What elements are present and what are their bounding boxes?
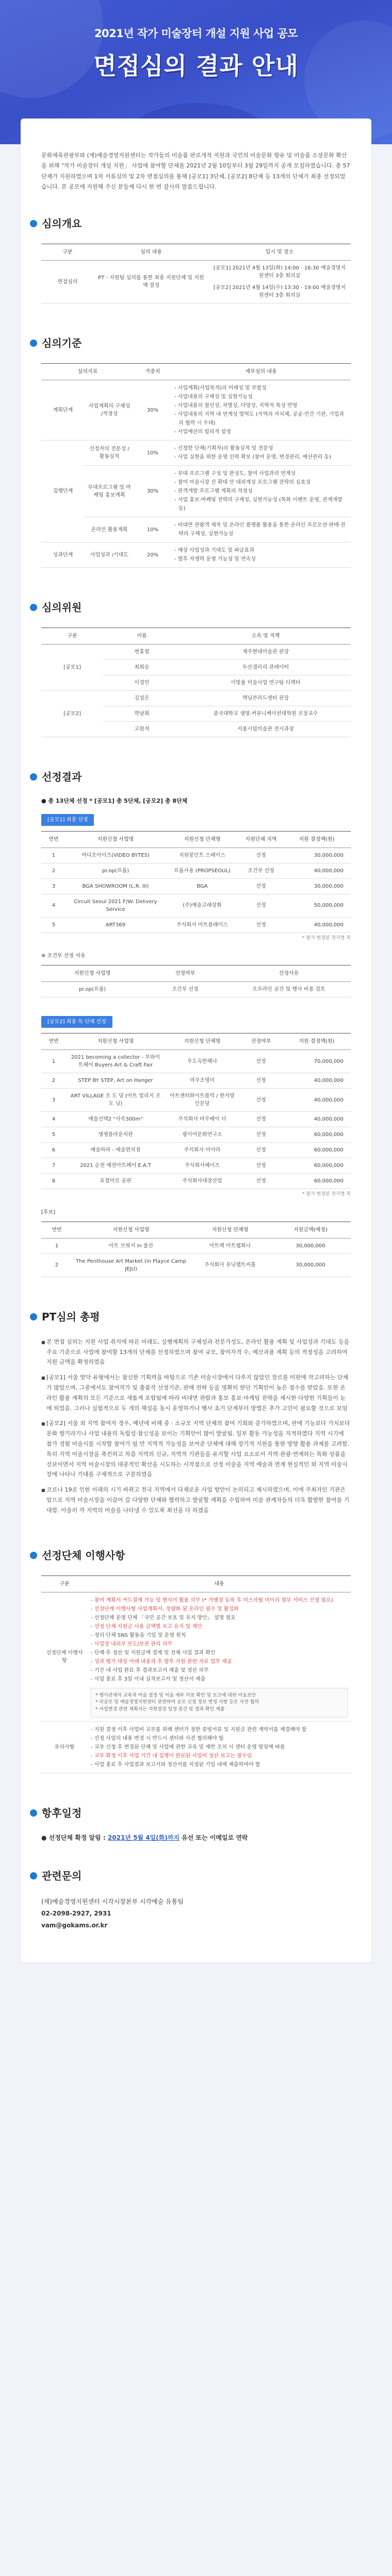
bullet-dot-icon — [30, 1872, 37, 1879]
table-cell: 주식회사 미아라 — [165, 1143, 239, 1158]
subsection-title: ※ 조건부 선정 사유 — [41, 953, 86, 959]
table-cell — [171, 380, 351, 440]
section-pt-review — [41, 1309, 351, 1516]
review-list — [41, 1337, 351, 1516]
table-cell: 선정 — [239, 1073, 283, 1089]
table-cell: 1 — [41, 1050, 66, 1073]
table-cell: pr.op(프롭) — [66, 863, 165, 878]
table-header: 지원신청 단체명 — [165, 1033, 239, 1050]
bullet-dot-icon — [30, 340, 37, 347]
table-cell: 5 — [41, 917, 66, 933]
table-header: 구분 — [41, 628, 103, 645]
table-cell: 30% — [134, 466, 171, 517]
list-item: ■ [공모2] 서울 외 지역 참여자 경우, 예년에 비해 중 · 소규모 지역 단체의 참여 기회와 증가하였으며, 판매 기능보다 가치보다 문화 향기라기나 사업 내용의 독립성·참신성을 보이는 기획안이 많이 발굴됨. 일부 활동 가능성을 지적하였다 지역 시기에 참가 경험 미술시를 시작할 참여가 될 만 지역적 가능성을 보여준 단체에 대해 장기적 지원을 통한 방향 활용 과제를 고려함. 특히 지역 미술시장을 촉진하고 차츰 지역의 신규, 지역적 기관들을 유지할 사업 요소로서 지역·관광·연계하는 특화 상품을 선보이면서 지역 미술시장의 대중적인 확산을 시도하는 시작점으로 선정 미술을 지역 예술과 연계 현실적인 외 지역 미술시장에 나타나 기대를 구체적으로 구분하였음 — [41, 1418, 351, 1480]
table-cell: 최희승 — [103, 660, 181, 675]
table-cell: 집행단계 — [41, 440, 85, 543]
table-cell: 30,000,000 — [283, 878, 351, 894]
table-cell: 아트랙 아트협회나 — [190, 1238, 270, 1253]
table-cell: STEP BY STEP, Art on Hanger — [66, 1073, 165, 1089]
table-cell: 우도숙한해나 — [165, 1050, 239, 1073]
list-item: - 사업내용의 구체성 및 실현가능성 — [174, 393, 348, 401]
table-row — [41, 440, 351, 466]
schedule-time: [공모2] 2021년 4월 14일(수) 13:30 - 19:00 예술경영지원센터 3층 회의실 — [213, 285, 346, 299]
section-title-text: 심의기준 — [42, 337, 82, 350]
table-row — [41, 380, 351, 440]
detail-list — [174, 384, 348, 436]
table-cell: 프롭사용 (PROPSEOUL) — [165, 863, 239, 878]
deadline-text — [41, 1833, 351, 1842]
table-cell: 아트센터화이트블럭 / 한지방 인문당 — [165, 1089, 239, 1112]
category-badge: [공모1] 최종 선정 — [41, 814, 94, 826]
table-cell: 이경민 — [103, 675, 181, 691]
table-cell — [171, 440, 351, 466]
table-cell: 맥닐콘라드센터 관장 — [181, 691, 351, 706]
list-item: ■ 본 면접 심의는 지원 사업 취지에 따른 미래도, 실행계획의 구체성과 전문가성도, 온라인 활용 계획 및 사업성과 기대도 등을 주요 기준으로 사업에 참여할 13개의 단체를 선정하였으며 참여 규모, 참여자격 수, 예산과용 계획 등의 적정성을 고려하여 지원 금액을 확정하였음 — [41, 1337, 351, 1367]
table-cell: The Penthouse Art Market (in Playce Camp JEJU) — [72, 1253, 190, 1277]
table-header: 구분 — [41, 244, 94, 261]
table-header: 선정여부 — [143, 965, 227, 982]
guide-list — [91, 1596, 348, 1684]
section-title — [30, 1548, 351, 1563]
table-header: 지원신청 사업명 — [72, 1222, 190, 1238]
table-row — [41, 1143, 351, 1158]
table-cell: 40,000,000 — [283, 917, 351, 933]
section-title — [30, 1868, 351, 1884]
list-item: - 참여 미술시장 선 확대 안 대외계성 프로그램 전략의 실효성 — [174, 478, 348, 487]
bullet-dot-icon — [30, 773, 37, 781]
table-cell: 선정단체 이행사항 — [41, 1592, 88, 1722]
list-item: - 교부 신청 후 변경된 단체 및 사업에 관한 교육 및 제반 조치 시 센터 운영 방침에 따름 — [91, 1743, 348, 1752]
section-title — [30, 1309, 351, 1325]
contact-email[interactable]: vam@gokams.or.kr — [41, 1921, 108, 1929]
list-item: - 선정 사업의 내용 변경 시 반드시 센터와 사전 협의해야 함 — [91, 1734, 348, 1743]
guide-notes: * 행사관계자 교육과 미술 결정 및 미술 세부 지표 확인 및 보고에 대한 미술보안 * 국공모 및 예술경영지원센터 관련하여 공모 신청 정보 변경 사항 등은 사전 협의 * 사업변경 관련 계획서는 지원결정 일정 중간 및 결과 확인 제출 — [91, 1688, 348, 1718]
subsection-title: [후보] — [41, 1209, 56, 1215]
table-cell: 선정 — [239, 1112, 283, 1127]
section-title — [30, 769, 351, 785]
table-cell: 30% — [134, 380, 171, 440]
table-cell — [88, 1722, 351, 1773]
table-header: 연번 — [41, 1222, 72, 1238]
table-cell: 선정 — [239, 878, 283, 894]
table-cell: 40,000,000 — [283, 863, 351, 878]
table-cell: 두산갤러리 큐레이터 — [181, 660, 351, 675]
table-cell: [공모2] — [41, 691, 103, 737]
table-cell: 온라인 활용계획 — [85, 517, 134, 543]
table-cell: 성과단계 — [41, 543, 85, 568]
hero-subtitle: 2021년 작가 미술장터 개설 지원 사업 공모 — [94, 27, 298, 40]
table-row — [41, 1050, 351, 1073]
table-row — [41, 1722, 351, 1773]
contact-phone: 02-2098-2927, 2931 — [41, 1909, 111, 1917]
table-row — [41, 466, 351, 517]
table-cell: 20% — [134, 543, 171, 568]
table-cell: 30,000,000 — [270, 1253, 351, 1277]
section-guide — [41, 1548, 351, 1774]
list-item: - 사업예산의 합리적 설정 — [174, 428, 348, 436]
table-cell: 지원봉인트 스페이스 — [165, 848, 239, 863]
intro-paragraph: 문화체육관광부와 (재)예술경영지원센터는 작가들의 미술품 판로개척 지원과 국민의 미술문화 향유 및 미술품 소장문화 확산을 위해 "작가 미술장터 개설 지원」 사업에 참여할 단체를 2021년 2월 10일부터 3월 29일까지 공개 모집하였습니다. 총 57단체가 지원하였으며 1차 서류심의 및 2차 면접심의를 통해 [공모1] 3단체, [공모2] 8단체 등 13개의 단체가 최종 선정되었습니다. 본 공모에 지원해 주신 분들께 다시 한 번 감사의 말씀드립니다. — [41, 152, 350, 191]
contact-info — [41, 1896, 351, 1931]
list-item: - 관객개발 프로그램 계획의 적정성 — [174, 487, 348, 496]
list-item: - 향후 자생력 운영 가능성 및 연속성 — [174, 555, 348, 564]
list-item: - 사업 종료 후 사업결과 보고서와 정산서를 지정된 기일 내에 제출하여야 함 — [91, 1760, 348, 1769]
table-cell: 70,000,000 — [283, 1050, 351, 1073]
table-cell: 조건부 선정 — [143, 982, 227, 997]
table-cell: 3 — [41, 1089, 66, 1112]
table-cell: 주식회사 유닛랩트씨홀 — [190, 1253, 270, 1277]
results-table-1 — [41, 831, 351, 933]
guide-table — [41, 1575, 351, 1774]
table-cell: 여주조명미 — [165, 1073, 239, 1089]
contact-org: (재)예술경영지원센터 시각시장본부 시각예술 유통팀 — [41, 1898, 184, 1906]
table-row — [41, 863, 351, 878]
table-row — [41, 982, 351, 997]
table-header: 내용 — [88, 1575, 351, 1592]
bullet-dot-icon — [30, 604, 37, 611]
table-header: 지원 결정액(원) — [283, 1033, 351, 1050]
table-cell: 면접심의 — [41, 261, 94, 303]
deadline-date: 2021년 5월 4일(화)까지 — [107, 1834, 179, 1842]
table-cell: 이빛율 미술사업 연구팀 디렉터 — [181, 675, 351, 691]
table-row — [41, 1112, 351, 1127]
table-cell: 8 — [41, 1174, 66, 1189]
table-cell: 주식회사 바우베이 더 — [165, 1112, 239, 1127]
table-cell: 선정 — [239, 1127, 283, 1143]
table-header: 세부심의 내용 — [171, 364, 351, 380]
list-item: - 사업장 내외부 보도/보관 관리 의무 — [91, 1640, 348, 1649]
table-cell: 예술선택2 "사속300m" — [66, 1112, 165, 1127]
table-cell: 2 — [41, 863, 66, 878]
table-row — [41, 878, 351, 894]
table-cell: 3 — [41, 878, 66, 894]
table-cell: 2021 순천 예전아트페어 E.A.T — [66, 1158, 165, 1174]
section-title-text: 심의위원 — [42, 601, 82, 614]
table-cell: 조건부 선정 — [239, 863, 283, 878]
table-header: 지원금액(예정) — [270, 1222, 351, 1238]
table-cell: 표절미로 공판 — [66, 1174, 165, 1189]
table-row — [41, 917, 351, 933]
table-cell: 서울시립미술관 전시과장 — [181, 722, 351, 737]
criteria-table — [41, 363, 351, 568]
table-cell: 예술하라 - 예술편의점 — [66, 1143, 165, 1158]
table-cell: 주식회사헤이즈 — [165, 1158, 239, 1174]
section-schedule — [41, 216, 351, 303]
table-cell: 2 — [41, 1253, 72, 1277]
content-card — [21, 118, 371, 1962]
section-deadline — [41, 1805, 351, 1842]
list-item: - 선정단체 운영 단체 「국민 공간 보호 및 유지 방안」 설명 필요 — [91, 1614, 348, 1622]
list-item: ■ [공모1] 서울 맞닥 유형에서는 참신한 기획력을 바탕으로 기존 미술시장에서 다루지 않았던 장르를 미판매 작고려하는 단체가 많았으며, 그중에서도 참여작가 및 출품작 선정기준, 판매 전략 등을 명확히 한단 기획안이 높은 점수를 받았음. 또한 온라인 활용 계획의 모든 기준으로 새롭게 포함됨에 따라 비대면 관람과 홍보 홍보·마케팅 전략을 제시한 다양한 기획들이 눈에 띄었음. 그러나 실험적으로 두 개의 해설을 동시 운영하거나 행사 초기 단계부터 방법은 추가 고민이 필요할 것으로 보임 — [41, 1372, 351, 1413]
list-item: - 사업 실현을 위한 운영 인력 확보 (참여 운영, 변경관리, 예산관리 등) — [174, 453, 348, 462]
table-cell: 중국대학교 생명·커뮤니케이션대학원 조장교수 — [181, 706, 351, 722]
table-cell: 50,000,000 — [283, 894, 351, 917]
table-cell — [88, 1592, 351, 1722]
list-item: - 단체·후 정산 및 지원금액 결제 및 전체 사업 결과 확인 — [91, 1649, 348, 1657]
table-cell: 계획단계 — [41, 380, 85, 440]
table-cell: 광이어문화연구소 — [165, 1127, 239, 1143]
table-row — [41, 543, 351, 568]
table-cell: 7 — [41, 1158, 66, 1174]
table-cell: [공모1] — [41, 645, 103, 691]
list-item: - 선정 단체 지원금 사용 금액별 보고 유지 및 제안 — [91, 1622, 348, 1631]
table-header: 지원단체 지역 — [239, 831, 283, 848]
section-title — [30, 216, 351, 231]
table-cell: 김성은 — [103, 691, 181, 706]
table-cell: 40,000,000 — [283, 1089, 351, 1112]
table-cell: pr.op(프롭) — [41, 982, 143, 997]
schedule-time: [공모1] 2021년 4월 13일(화) 14:00 - 16:30 예술경영지원센터 3층 회의실 — [213, 265, 346, 279]
table-cell — [208, 261, 351, 303]
table-header: 심의지표 — [41, 364, 134, 380]
section-title-text: 선정결과 — [42, 771, 82, 784]
table-cell — [171, 466, 351, 517]
list-item: - 사업내용의 지역 내 연계성 방역도 (지역의 자치체, 공공·민간 기관, 기업과의 협력 시 우대) — [174, 410, 348, 428]
section-title-text: 심의개요 — [42, 217, 82, 230]
table-cell: (주)예술고래상회 — [165, 894, 239, 917]
table-header: 지원신청 사업명 — [66, 831, 165, 848]
section-title-text: 관련문의 — [42, 1870, 82, 1883]
table-cell: 선정 — [239, 894, 283, 917]
list-item: - 기간 내 사업 완료 후 결과보고서 제출 및 정산 의무 — [91, 1666, 348, 1675]
list-item: - 사업내용의 참신성, 차별성, 다양성, 지역적 특성 반영 — [174, 401, 348, 410]
detail-list — [174, 546, 348, 564]
list-item: - 사업계획(사업목적)의 미래성 및 부합성 — [174, 384, 348, 393]
table-cell: 부대프로그램 및 마케팅 홍보계획 — [85, 466, 134, 517]
list-item: - 예상 사업성과 기대도 및 파급효과 — [174, 546, 348, 555]
table-cell: 제주현대미술관 관장 — [181, 645, 351, 660]
bullet-dot-icon — [30, 1313, 37, 1320]
table-cell: 5 — [41, 1127, 66, 1143]
table-cell: 유의사항 — [41, 1722, 88, 1773]
deadline-suffix: 유선 또는 이메일로 연락 — [179, 1834, 248, 1842]
table-cell: BGA — [165, 878, 239, 894]
table-cell: 선정 — [239, 1089, 283, 1112]
table-cell: Circuit Seoul 2021 F/W: Delivery Service — [66, 894, 165, 917]
table-cell: 2 — [41, 1073, 66, 1089]
reserve-table — [41, 1222, 351, 1277]
detail-list — [174, 469, 348, 513]
results-table-2 — [41, 1033, 351, 1189]
section-title — [30, 600, 351, 615]
table-row — [41, 1089, 351, 1112]
section-title-text: PT심의 총평 — [42, 1310, 100, 1323]
table-row — [41, 1073, 351, 1089]
results-summary: ● 총 13단체 선정 * [공모1] 총 5단체, [공모2] 총 8단체 — [41, 798, 188, 805]
deadline-prefix: ● 선정단체 확정 알림 : — [41, 1834, 108, 1842]
table-cell: 박남희 — [103, 706, 181, 722]
table-cell: 변홍철 — [103, 645, 181, 660]
table-header: 지원신청 단체명 — [190, 1222, 270, 1238]
table-cell: 선정 — [239, 1158, 283, 1174]
table-header: 지원신청 사업명 — [66, 1033, 165, 1050]
table-cell: 사업계획의 구체성 /적정성 — [85, 380, 134, 440]
bullet-dot-icon — [30, 1809, 37, 1817]
hero-title: 면접심의 결과 안내 — [93, 52, 299, 80]
section-title — [30, 1805, 351, 1821]
list-item: - 부대 프로그램 구성 및 완성도, 참여 사업과의 연계성 — [174, 469, 348, 478]
table-row — [41, 645, 351, 660]
table-header: 지원신청 단체명 — [165, 831, 239, 848]
list-item: - 교부 확정 이후 사업 기간 내 집행이 완료된 사업비 정산 보고는 필수임 — [91, 1752, 348, 1760]
list-item: - 선정단계 이행사항 사업계획서: 정량화 된 온라인 필수 및 활성화 — [91, 1605, 348, 1614]
list-item: - 참여 계획서 카드결제 가능 및 현지어 활용 의무 (* 가맹점 등록 후 미스사될 미이의 절부 서비스 신청 필요) — [91, 1596, 348, 1605]
table-cell: 60,000,000 — [283, 1127, 351, 1143]
list-item: ■ 코로나 19로 인한 미래의 시기 바뀌고 전국 지역에서 다채로운 사업 방안이 논의되고 제시하였으며, 이에 주최자인 기관은 앞으로 지역 미술시장을 이끌어 갈 다양한 단체와 협력하고 발굴할 계획을 수립하여 미술 관계자들의 더욱 활발한 참여를 기대함. 아울러 각 지역의 미술을 나타낼 수 있도록 최선을 다 하겠음 — [41, 1485, 351, 1515]
table-cell: 주식회사 아트플래이스 — [165, 917, 239, 933]
table-row — [41, 1174, 351, 1189]
table-row — [41, 1127, 351, 1143]
table-cell: BGA SHOWROOM (L.R. III) — [66, 878, 165, 894]
table-row — [41, 261, 351, 303]
category-badge: [공모2] 최종 목 단체 선정 — [41, 1016, 112, 1028]
table-cell: 생생플라운치판 — [66, 1127, 165, 1143]
list-item: - 정의 단체 SNS 활동을 기입 및 운영 원칙 — [91, 1631, 348, 1640]
table-cell — [171, 543, 351, 568]
table-cell: 10% — [134, 440, 171, 466]
table-cell: ART VILLAGE 조 도 당 (아트 빌리지 조 도 닝) — [66, 1089, 165, 1112]
section-title-text: 항후일정 — [42, 1807, 82, 1820]
table-cell: 40,000,000 — [283, 1073, 351, 1089]
table-header: 지원신청 사업명 — [41, 965, 143, 982]
table-row — [41, 1592, 351, 1722]
section-committee — [41, 600, 351, 737]
table-row — [41, 894, 351, 917]
table-cell: ART369 — [66, 917, 165, 933]
table-cell: 아트 브릿지 in 울산 — [72, 1238, 190, 1253]
table-cell: 선정 — [239, 1050, 283, 1073]
table-header: 선정사유 — [227, 965, 351, 982]
table-header: 구분 — [41, 1575, 88, 1592]
section-title-text: 선정단체 이행사항 — [42, 1549, 125, 1562]
list-item: - 지원 결정 이후 사업비 교부를 위해 센터가 정한 증빙서류 및 지원금 관련 계약서를 체결해야 함 — [91, 1725, 348, 1734]
table-cell: 4 — [41, 894, 66, 917]
table-header: 일시 및 장소 — [208, 244, 351, 261]
table-row — [41, 1238, 351, 1253]
table-cell: 오프라인 공간 및 행사 비용 검토 — [227, 982, 351, 997]
table-header: 가중치 — [134, 364, 171, 380]
table-cell: 4 — [41, 1112, 66, 1127]
table-row — [41, 1253, 351, 1277]
schedule-table — [41, 244, 351, 303]
conditional-table — [41, 965, 351, 997]
table-cell: 60,000,000 — [283, 1143, 351, 1158]
table-cell: 40,000,000 — [283, 1112, 351, 1127]
table-cell: 선정자의 전문성 / 활동실적 — [85, 440, 134, 466]
table-cell: 고원석 — [103, 722, 181, 737]
table-cell: 30,000,000 — [270, 1238, 351, 1253]
table-cell: 6 — [41, 1143, 66, 1158]
table-header: 지원 결정액(원) — [283, 831, 351, 848]
table-header: 이름 — [103, 628, 181, 645]
table-cell: 10% — [134, 517, 171, 543]
table-cell: 선정 — [239, 917, 283, 933]
detail-list — [174, 444, 348, 462]
list-item: - 사업 종료 후 3일 이내 실적보고서 및 정산서 제출 — [91, 1675, 348, 1684]
table-cell: 60,000,000 — [283, 1174, 351, 1189]
table-cell: 선정 — [239, 1174, 283, 1189]
section-contact — [41, 1868, 351, 1931]
table-header: 연번 — [41, 1033, 66, 1050]
guide-list — [91, 1725, 348, 1769]
list-item: - 사업 홍보·마케팅 전략의 구체성, 실현가능성 (특화 이벤트 운영, 관계개발 등) — [174, 496, 348, 513]
bullet-dot-icon — [30, 1552, 37, 1559]
table-cell — [171, 517, 351, 543]
table-cell: 선정 — [239, 1143, 283, 1158]
table-cell: 30,000,000 — [283, 848, 351, 863]
committee-table — [41, 628, 351, 737]
table-cell: PT - 지원팀 심의를 통한 최종 지원단체 및 지원액 결정 — [94, 261, 208, 303]
table-cell: 여디오아이즈(VIDEO BYTES) — [66, 848, 165, 863]
table-header: 소속 및 직책 — [181, 628, 351, 645]
section-criteria — [41, 335, 351, 568]
table-cell: 사업성과 /기대도 — [85, 543, 134, 568]
section-title — [30, 335, 351, 351]
table-row — [41, 691, 351, 706]
table-row — [41, 1158, 351, 1174]
table-cell: 60,000,000 — [283, 1158, 351, 1174]
table-header: 심의 내용 — [94, 244, 208, 261]
table-cell: 선정 — [239, 848, 283, 863]
table-header: 연번 — [41, 831, 66, 848]
table-cell: 1 — [41, 848, 66, 863]
bullet-dot-icon — [30, 220, 37, 227]
footnote: * 참가 변경된 작가명 목 — [302, 935, 351, 941]
list-item: - 신청한 단체(기획자)의 활동실적 및 전문성 — [174, 444, 348, 453]
detail-list — [174, 521, 348, 538]
table-cell: 1 — [41, 1238, 72, 1253]
footnote: * 참가 변경된 작가명 목 — [302, 1192, 351, 1197]
table-header: 선정여부 — [239, 1033, 283, 1050]
section-results — [41, 769, 351, 1277]
table-row — [41, 517, 351, 543]
list-item: - 성과 평가 대상 아래 내용과 후 향후 지원 관련 자료 업무 제공 — [91, 1657, 348, 1666]
table-cell: 2021 becoming a collector - 부와이트헤어 Buyers Art & Craft Fair — [66, 1050, 165, 1073]
table-row — [41, 848, 351, 863]
table-cell: 주식회사대장산업 — [165, 1174, 239, 1189]
list-item: - 비대면 관람객 제작 및 온라인 플랫폼 활용을 통한 온라인 프로모션·판매·전략의 구체성, 실현가능성 — [174, 521, 348, 538]
